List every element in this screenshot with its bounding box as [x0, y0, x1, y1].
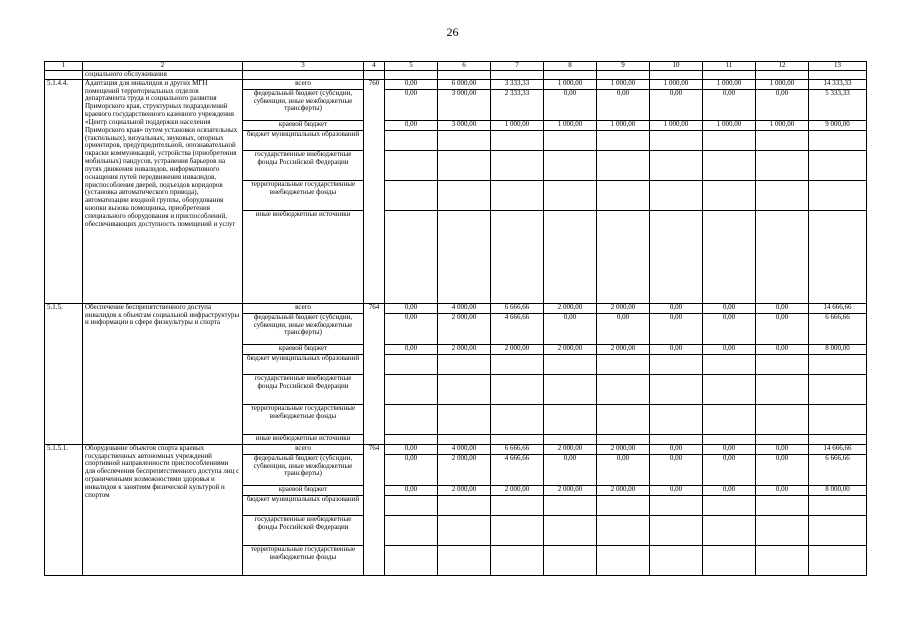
value-cell: 2 333,33 [491, 89, 544, 120]
value-cell: 0,00 [650, 344, 703, 354]
value-cell [703, 404, 756, 434]
value-cell: 0,00 [703, 454, 756, 485]
page-number: 26 [446, 25, 459, 39]
value-cell [385, 545, 438, 575]
value-cell: 2 000,00 [597, 485, 650, 495]
value-cell [491, 210, 544, 303]
value-cell [703, 545, 756, 575]
value-cell: 8 000,00 [809, 485, 867, 495]
value-cell: 0,00 [756, 303, 809, 313]
value-cell [650, 404, 703, 434]
empty-cell [809, 71, 867, 80]
value-cell [756, 210, 809, 303]
value-cell: 0,00 [544, 313, 597, 344]
value-cell [544, 354, 597, 374]
header-cell: 8 [544, 62, 597, 71]
name-cell: социального обслуживания [83, 71, 243, 80]
header-cell: 1 [45, 62, 83, 71]
col4-cell: 764 [364, 303, 385, 444]
name-cell: Оборудование объектов спорта краевых государственных автономных учреждений спортивной направленности приспособлениями для обеспечения беспрепятственного доступа лиц с ограниченными возможностями здоровья и инвалидов к занятиям физической культурой и спортом [83, 444, 243, 575]
value-cell [650, 210, 703, 303]
value-cell: 3 000,00 [438, 120, 491, 130]
value-cell: 2 000,00 [544, 344, 597, 354]
value-cell [809, 495, 867, 515]
fund-label-cell: территориальные государственные внебюджетные фонды [243, 404, 364, 434]
value-cell: 0,00 [703, 313, 756, 344]
value-cell [438, 354, 491, 374]
value-cell [491, 515, 544, 545]
value-cell: 3 333,33 [491, 79, 544, 89]
value-cell: 0,00 [385, 444, 438, 454]
value-cell [809, 150, 867, 180]
code-cell: 5.1.4.4. [45, 79, 83, 303]
value-cell [703, 150, 756, 180]
fund-label-cell: федеральный бюджет (субсидии, субвенции, иные межбюджетные трансферты) [243, 89, 364, 120]
value-cell [491, 545, 544, 575]
value-cell: 0,00 [544, 454, 597, 485]
value-cell [809, 404, 867, 434]
name-cell: Адаптация для инвалидов и других МГН помещений территориальных отделов департамента труда и социального развития Приморского края, структурных подразделений краевого государственного казенного учреждения «Центр социальной поддержки населения Приморского края» путем установки осязательных (тактильных), визуальных, звуковых, опорных ориентиров, предупредительной, опознавательной окраски коммуникаций, устройства (приобретения мобильных) пандусов, устранения барьеров на путях движения инвалидов, информативного оснащения путей передвижения инвалидов, приспособления дверей, подъездов коридоров (установка автоматического привода), автоматизации входной группы, оборудования кнопки вызова помощника, приобретения специального оборудования и приспособлений, обеспечивающих доступность помещений и услуг [83, 79, 243, 303]
value-cell [597, 210, 650, 303]
value-cell [809, 545, 867, 575]
fund-label-cell: государственные внебюджетные фонды Российской Федерации [243, 150, 364, 180]
value-cell [756, 374, 809, 404]
fund-label-cell: иные внебюджетные источники [243, 210, 364, 303]
header-cell: 11 [703, 62, 756, 71]
value-cell [703, 354, 756, 374]
value-cell [544, 374, 597, 404]
value-cell [597, 374, 650, 404]
empty-cell [491, 71, 544, 80]
value-cell [650, 130, 703, 150]
value-cell [491, 404, 544, 434]
value-cell [544, 130, 597, 150]
value-cell [756, 495, 809, 515]
fund-label-cell: федеральный бюджет (субсидии, субвенции, иные межбюджетные трансферты) [243, 313, 364, 344]
value-cell: 14 666,66 [809, 444, 867, 454]
value-cell [385, 404, 438, 434]
value-cell: 0,00 [385, 313, 438, 344]
value-cell: 0,00 [597, 454, 650, 485]
header-row [45, 62, 867, 71]
value-cell: 0,00 [703, 344, 756, 354]
value-cell [438, 545, 491, 575]
value-cell: 0,00 [756, 344, 809, 354]
col4-cell: 760 [364, 79, 385, 303]
value-cell: 0,00 [385, 120, 438, 130]
value-cell [438, 434, 491, 444]
value-cell [756, 354, 809, 374]
header-cell: 9 [597, 62, 650, 71]
value-cell [809, 354, 867, 374]
fund-label-cell: краевой бюджет [243, 485, 364, 495]
value-cell: 2 000,00 [597, 444, 650, 454]
value-cell: 0,00 [385, 79, 438, 89]
name-cell: Обеспечение беспрепятственного доступа инвалидов к объектам социальной инфраструктуры и информации в сфере физкультуры и спорта [83, 303, 243, 444]
fund-label-cell: всего [243, 303, 364, 313]
value-cell [544, 180, 597, 210]
value-cell [544, 210, 597, 303]
value-cell [809, 515, 867, 545]
value-cell: 2 000,00 [438, 344, 491, 354]
value-cell: 0,00 [385, 454, 438, 485]
value-cell [809, 434, 867, 444]
value-cell [385, 354, 438, 374]
value-cell: 1 000,00 [650, 120, 703, 130]
value-cell: 0,00 [385, 89, 438, 120]
value-cell: 0,00 [650, 303, 703, 313]
empty-cell [597, 71, 650, 80]
value-cell [650, 150, 703, 180]
value-cell: 4 666,66 [491, 454, 544, 485]
fund-label-cell: территориальные государственные внебюджетные фонды [243, 545, 364, 575]
value-cell: 1 000,00 [756, 79, 809, 89]
value-cell: 0,00 [756, 313, 809, 344]
value-cell [544, 150, 597, 180]
value-cell: 0,00 [385, 485, 438, 495]
empty-cell [364, 71, 385, 80]
value-cell [438, 180, 491, 210]
value-cell [703, 495, 756, 515]
value-cell: 0,00 [650, 89, 703, 120]
header-cell: 10 [650, 62, 703, 71]
value-cell [756, 130, 809, 150]
value-cell [438, 404, 491, 434]
fund-label-cell: всего [243, 444, 364, 454]
fund-label-cell: краевой бюджет [243, 120, 364, 130]
value-cell: 2 000,00 [491, 485, 544, 495]
value-cell: 9 000,00 [809, 120, 867, 130]
value-cell: 1 000,00 [597, 79, 650, 89]
value-cell [544, 545, 597, 575]
table-row [45, 79, 867, 89]
value-cell [703, 374, 756, 404]
value-cell: 0,00 [756, 444, 809, 454]
value-cell: 0,00 [703, 89, 756, 120]
value-cell [597, 404, 650, 434]
value-cell [756, 404, 809, 434]
value-cell [703, 210, 756, 303]
value-cell [438, 515, 491, 545]
value-cell [597, 354, 650, 374]
value-cell [597, 130, 650, 150]
value-cell [385, 210, 438, 303]
value-cell [650, 374, 703, 404]
value-cell [544, 404, 597, 434]
value-cell: 2 000,00 [544, 444, 597, 454]
value-cell: 0,00 [703, 444, 756, 454]
value-cell [703, 515, 756, 545]
value-cell: 4 000,00 [438, 303, 491, 313]
value-cell: 0,00 [703, 303, 756, 313]
header-cell: 5 [385, 62, 438, 71]
value-cell [650, 515, 703, 545]
code-cell [45, 71, 83, 80]
value-cell [650, 354, 703, 374]
value-cell: 5 333,33 [809, 89, 867, 120]
value-cell: 0,00 [703, 485, 756, 495]
value-cell: 4 000,00 [438, 444, 491, 454]
value-cell [597, 495, 650, 515]
value-cell [703, 130, 756, 150]
value-cell [756, 180, 809, 210]
value-cell: 6 666,66 [809, 313, 867, 344]
value-cell: 0,00 [385, 303, 438, 313]
value-cell: 14 333,33 [809, 79, 867, 89]
value-cell: 1 000,00 [544, 120, 597, 130]
value-cell: 1 000,00 [597, 120, 650, 130]
empty-cell [650, 71, 703, 80]
value-cell [650, 495, 703, 515]
value-cell [597, 434, 650, 444]
table-row [45, 303, 867, 313]
value-cell [544, 515, 597, 545]
header-cell: 3 [243, 62, 364, 71]
value-cell: 2 000,00 [438, 454, 491, 485]
value-cell [703, 434, 756, 444]
fund-label-cell: всего [243, 79, 364, 89]
value-cell [756, 434, 809, 444]
value-cell [650, 434, 703, 444]
fund-label-cell: государственные внебюджетные фонды Российской Федерации [243, 374, 364, 404]
fund-label-cell: бюджет муниципальных образований [243, 354, 364, 374]
value-cell: 0,00 [650, 485, 703, 495]
budget-table [44, 61, 867, 576]
value-cell [385, 374, 438, 404]
header-cell: 2 [83, 62, 243, 71]
value-cell [491, 130, 544, 150]
value-cell [756, 150, 809, 180]
value-cell: 2 000,00 [544, 485, 597, 495]
value-cell: 0,00 [756, 485, 809, 495]
value-cell [491, 354, 544, 374]
value-cell: 2 000,00 [491, 344, 544, 354]
value-cell: 4 666,66 [491, 313, 544, 344]
value-cell [385, 515, 438, 545]
value-cell [703, 180, 756, 210]
value-cell: 3 000,00 [438, 89, 491, 120]
value-cell [809, 130, 867, 150]
header-cell: 6 [438, 62, 491, 71]
value-cell [385, 150, 438, 180]
value-cell [597, 150, 650, 180]
fund-label-cell: федеральный бюджет (субсидии, субвенции, иные межбюджетные трансферты) [243, 454, 364, 485]
value-cell: 1 000,00 [650, 79, 703, 89]
value-cell: 1 000,00 [756, 120, 809, 130]
value-cell: 0,00 [756, 89, 809, 120]
value-cell: 1 000,00 [703, 79, 756, 89]
header-cell: 12 [756, 62, 809, 71]
value-cell [491, 495, 544, 515]
header-cell: 7 [491, 62, 544, 71]
value-cell [385, 434, 438, 444]
value-cell [491, 434, 544, 444]
value-cell: 6 666,66 [491, 303, 544, 313]
fund-label-cell: бюджет муниципальных образований [243, 130, 364, 150]
value-cell [385, 495, 438, 515]
value-cell: 0,00 [650, 444, 703, 454]
value-cell: 0,00 [597, 89, 650, 120]
table-row [45, 444, 867, 454]
value-cell: 2 000,00 [597, 344, 650, 354]
fund-label-cell: бюджет муниципальных образований [243, 495, 364, 515]
value-cell [597, 515, 650, 545]
empty-cell [385, 71, 438, 80]
col4-cell: 764 [364, 444, 385, 575]
code-cell: 5.1.5. [45, 303, 83, 444]
value-cell: 0,00 [385, 344, 438, 354]
value-cell: 6 666,66 [809, 454, 867, 485]
value-cell [438, 495, 491, 515]
value-cell: 1 000,00 [703, 120, 756, 130]
empty-cell [438, 71, 491, 80]
value-cell [385, 180, 438, 210]
value-cell: 0,00 [597, 313, 650, 344]
value-cell [438, 130, 491, 150]
fund-label-cell: территориальные государственные внебюджетные фонды [243, 180, 364, 210]
value-cell [385, 130, 438, 150]
empty-cell [703, 71, 756, 80]
value-cell: 1 000,00 [544, 79, 597, 89]
value-cell: 14 666,66 [809, 303, 867, 313]
empty-cell [544, 71, 597, 80]
carryover-row [45, 71, 867, 80]
value-cell: 6 000,00 [438, 79, 491, 89]
value-cell [650, 180, 703, 210]
value-cell [491, 150, 544, 180]
value-cell [544, 434, 597, 444]
value-cell [756, 545, 809, 575]
value-cell [491, 374, 544, 404]
value-cell [438, 210, 491, 303]
value-cell: 0,00 [544, 89, 597, 120]
fund-label-cell: краевой бюджет [243, 344, 364, 354]
value-cell [544, 495, 597, 515]
value-cell: 0,00 [650, 313, 703, 344]
value-cell [438, 374, 491, 404]
empty-cell [243, 71, 364, 80]
value-cell [438, 150, 491, 180]
value-cell [597, 180, 650, 210]
value-cell [756, 515, 809, 545]
value-cell: 8 000,00 [809, 344, 867, 354]
value-cell [809, 374, 867, 404]
value-cell [809, 180, 867, 210]
code-cell: 5.1.5.1. [45, 444, 83, 575]
value-cell [650, 545, 703, 575]
header-cell: 13 [809, 62, 867, 71]
value-cell: 2 000,00 [438, 485, 491, 495]
value-cell: 2 000,00 [438, 313, 491, 344]
value-cell: 0,00 [756, 454, 809, 485]
fund-label-cell: иные внебюджетные источники [243, 434, 364, 444]
value-cell: 0,00 [650, 454, 703, 485]
value-cell: 6 666,66 [491, 444, 544, 454]
value-cell: 2 000,00 [597, 303, 650, 313]
value-cell [491, 180, 544, 210]
value-cell: 1 000,00 [491, 120, 544, 130]
fund-label-cell: государственные внебюджетные фонды Российской Федерации [243, 515, 364, 545]
value-cell: 2 000,00 [544, 303, 597, 313]
value-cell [809, 210, 867, 303]
value-cell [597, 545, 650, 575]
header-cell: 4 [364, 62, 385, 71]
empty-cell [756, 71, 809, 80]
